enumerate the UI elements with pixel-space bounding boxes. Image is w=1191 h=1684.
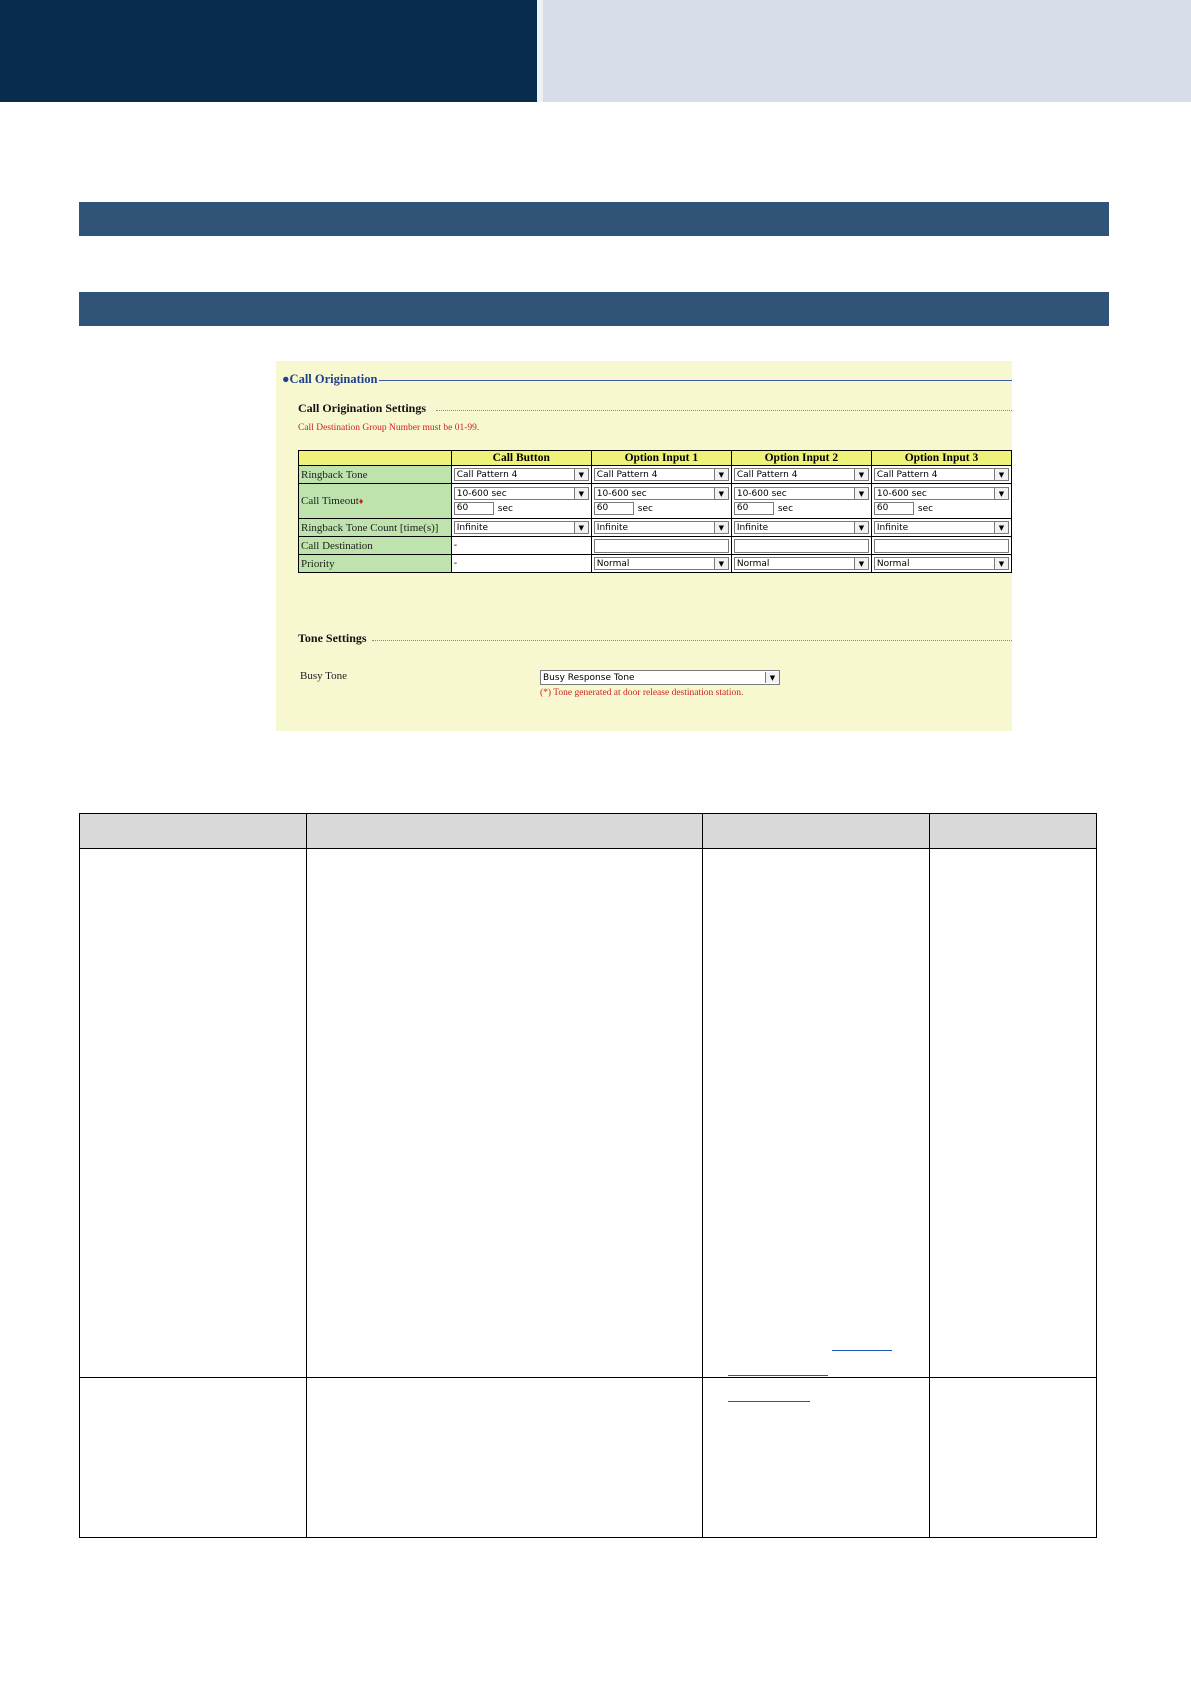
- tone-settings-heading: Tone Settings: [298, 631, 367, 645]
- call-origination-settings-heading: Call Origination Settings: [298, 401, 427, 415]
- table-cell: [871, 555, 1011, 573]
- table-header: [80, 814, 1096, 849]
- settings-description-table: [79, 813, 1097, 1538]
- unit-label: sec: [777, 504, 794, 514]
- call-destination-input[interactable]: [874, 539, 1009, 553]
- timeout-range-select[interactable]: 10-600 sec ▼: [874, 487, 1009, 500]
- ringback-count-select[interactable]: Infinite ▼: [454, 521, 589, 534]
- column-divider: [929, 814, 930, 1537]
- table-cell: [591, 484, 731, 519]
- table-cell: -: [451, 537, 591, 555]
- chevron-down-icon: ▼: [994, 558, 1008, 569]
- table-cell: [591, 555, 731, 573]
- chevron-down-icon: ▼: [574, 522, 588, 533]
- section-rule: [366, 380, 1012, 381]
- chevron-down-icon: ▼: [854, 488, 868, 499]
- chevron-down-icon: ▼: [714, 558, 728, 569]
- ringback-count-select[interactable]: Infinite ▼: [594, 521, 729, 534]
- row-divider: [80, 1377, 1096, 1378]
- unit-label: sec: [917, 504, 934, 514]
- table-cell: -: [451, 555, 591, 573]
- chevron-down-icon: ▼: [994, 488, 1008, 499]
- table-row: [299, 519, 1012, 537]
- priority-select[interactable]: Normal ▼: [874, 557, 1009, 570]
- required-mark: ♦: [358, 496, 364, 506]
- column-header: Option Input 2: [731, 451, 871, 466]
- table-cell: [451, 519, 591, 537]
- timeout-input[interactable]: 60: [454, 502, 494, 515]
- table-cell: [731, 519, 871, 537]
- unit-label: sec: [637, 504, 653, 514]
- ringback-tone-select[interactable]: Call Pattern 4 ▼: [594, 468, 729, 481]
- chevron-down-icon: ▼: [994, 469, 1008, 480]
- column-divider: [306, 814, 307, 1537]
- table-cell: [591, 519, 731, 537]
- call-destination-input[interactable]: [734, 539, 869, 553]
- chevron-down-icon: ▼: [714, 469, 728, 480]
- row-label: Ringback Tone Count [time(s)]: [299, 519, 452, 537]
- column-divider: [702, 814, 703, 1537]
- table-row: [299, 484, 1012, 519]
- heading-rule: [436, 410, 1012, 411]
- link-underline[interactable]: [728, 1401, 810, 1402]
- ringback-tone-select[interactable]: Call Pattern 4 ▼: [454, 468, 589, 481]
- table-cell: [451, 484, 591, 519]
- column-header: Call Button: [451, 451, 591, 466]
- ringback-count-select[interactable]: Infinite ▼: [734, 521, 869, 534]
- settings-screenshot: [276, 361, 1012, 731]
- group-number-note: Call Destination Group Number must be 01-99.: [298, 423, 480, 433]
- chevron-down-icon: ▼: [714, 522, 728, 533]
- table-cell: [871, 466, 1011, 484]
- table-cell: [731, 537, 871, 555]
- chevron-down-icon: ▼: [714, 488, 728, 499]
- ringback-count-select[interactable]: Infinite ▼: [874, 521, 1009, 534]
- table-cell: [731, 484, 871, 519]
- table-cell: [451, 466, 591, 484]
- chevron-down-icon: ▼: [994, 522, 1008, 533]
- chevron-down-icon: ▼: [854, 522, 868, 533]
- section-band-2: [79, 292, 1109, 326]
- timeout-range-select[interactable]: 10-600 sec ▼: [454, 487, 589, 500]
- table-cell: [591, 466, 731, 484]
- table-header-row: [299, 451, 1012, 466]
- table-row: [299, 537, 1012, 555]
- header-dark-block: [0, 0, 537, 102]
- ringback-tone-select[interactable]: Call Pattern 4 ▼: [874, 468, 1009, 481]
- table-cell: [871, 484, 1011, 519]
- timeout-input[interactable]: 60: [734, 502, 774, 515]
- table-row: [299, 555, 1012, 573]
- row-label: Priority: [299, 555, 452, 573]
- row-label: Call Timeout♦: [299, 484, 452, 519]
- priority-select[interactable]: Normal ▼: [734, 557, 869, 570]
- section-band-1: [79, 202, 1109, 236]
- timeout-range-select[interactable]: 10-600 sec ▼: [734, 487, 869, 500]
- header-light-block: [543, 0, 1191, 102]
- busy-tone-label: Busy Tone: [300, 670, 348, 682]
- column-header: Option Input 3: [871, 451, 1011, 466]
- blank-header-cell: [299, 451, 452, 466]
- row-label: Ringback Tone: [299, 466, 452, 484]
- column-header: Option Input 1: [591, 451, 731, 466]
- link-underline[interactable]: [728, 1375, 828, 1376]
- ringback-tone-select[interactable]: Call Pattern 4 ▼: [734, 468, 869, 481]
- section-title: ●Call Origination: [282, 372, 378, 386]
- chevron-down-icon: ▼: [854, 558, 868, 569]
- table-row: [299, 466, 1012, 484]
- chevron-down-icon: ▼: [854, 469, 868, 480]
- call-destination-input[interactable]: [594, 539, 729, 553]
- table-cell: [871, 537, 1011, 555]
- chevron-down-icon: ▼: [574, 469, 588, 480]
- chevron-down-icon: ▼: [765, 672, 779, 683]
- heading-rule: [372, 640, 1012, 641]
- chevron-down-icon: ▼: [574, 488, 588, 499]
- timeout-input[interactable]: 60: [594, 502, 634, 515]
- timeout-range-select[interactable]: 10-600 sec ▼: [594, 487, 729, 500]
- table-cell: [591, 537, 731, 555]
- priority-select[interactable]: Normal ▼: [594, 557, 729, 570]
- row-label: Call Destination: [299, 537, 452, 555]
- call-origination-table: [298, 450, 1012, 573]
- table-cell: [731, 555, 871, 573]
- timeout-input[interactable]: 60: [874, 502, 914, 515]
- table-cell: [871, 519, 1011, 537]
- unit-label: sec: [497, 504, 513, 514]
- link-underline[interactable]: [832, 1350, 892, 1351]
- table-cell: [731, 466, 871, 484]
- busy-tone-select[interactable]: Busy Response Tone ▼: [540, 670, 780, 685]
- busy-tone-note: (*) Tone generated at door release destination station.: [540, 688, 744, 698]
